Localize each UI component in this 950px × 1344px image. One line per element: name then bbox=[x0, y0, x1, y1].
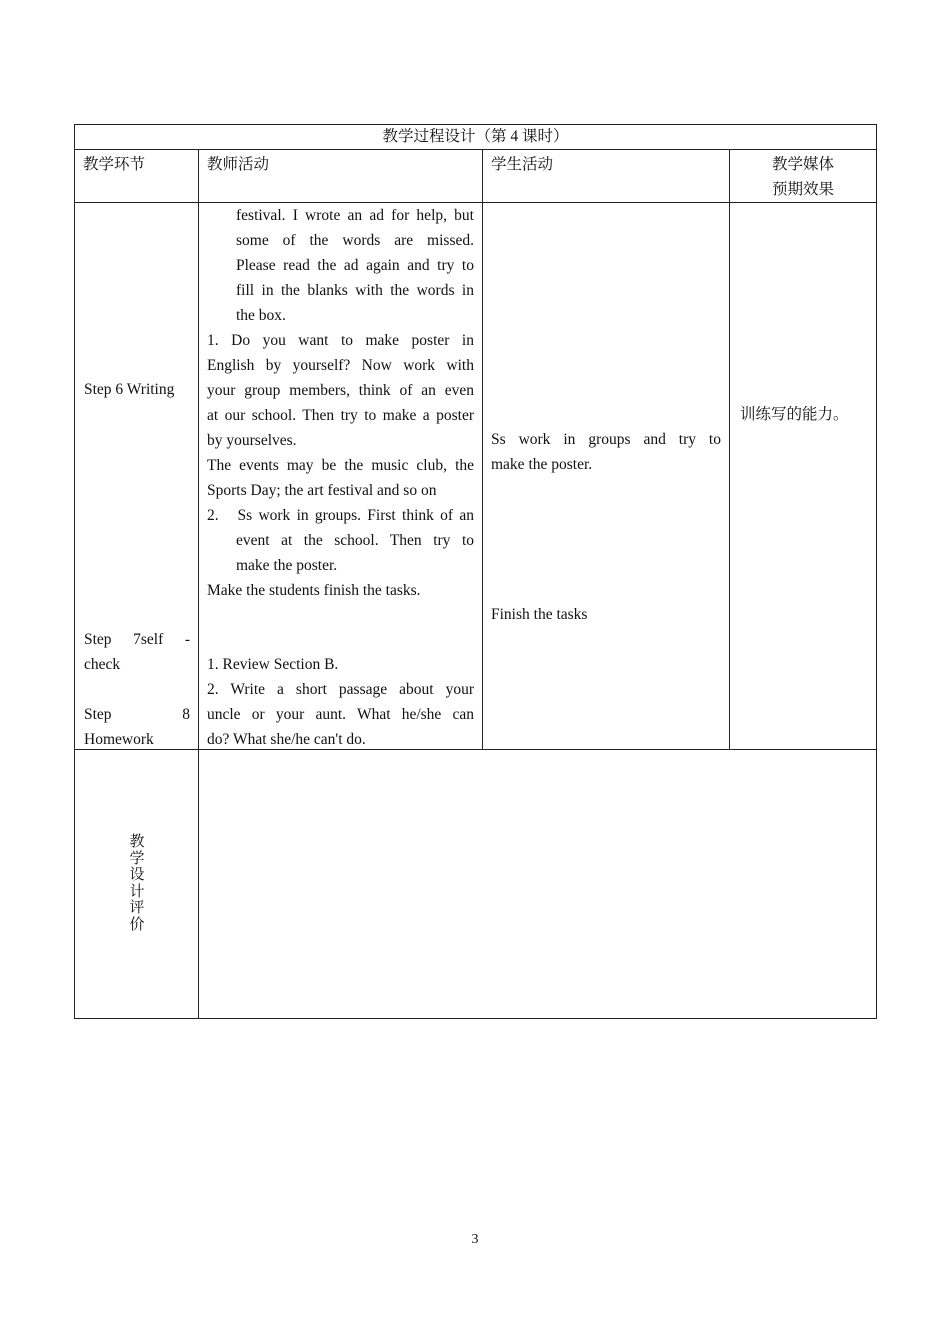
student-line: Ss work in groups and try to bbox=[491, 431, 721, 448]
teacher-line: your group members, think of an even bbox=[207, 382, 474, 399]
header-stage: 教学环节 bbox=[75, 150, 199, 203]
teacher-line: 1. Review Section B. bbox=[207, 656, 339, 673]
table-title: 教学过程设计（第 4 课时） bbox=[75, 125, 877, 150]
teacher-line: 2. Write a short passage about your bbox=[207, 681, 474, 698]
step8-label-b: Homework bbox=[84, 731, 154, 748]
media-cell bbox=[730, 203, 877, 750]
teacher-activity-cell bbox=[199, 203, 483, 750]
header-student-activity: 学生活动 bbox=[483, 150, 730, 203]
student-line: make the poster. bbox=[491, 456, 593, 473]
step8-label-a: Step 8 bbox=[84, 706, 190, 723]
header-media-line1: 教学媒体 bbox=[772, 156, 835, 173]
teacher-line: by yourselves. bbox=[207, 432, 297, 449]
student-line: Finish the tasks bbox=[491, 606, 588, 623]
step7-label-b: check bbox=[84, 656, 121, 673]
teacher-line: 1. Do you want to make poster in bbox=[207, 332, 474, 349]
stage-cell bbox=[75, 203, 199, 750]
teacher-line: Please read the ad again and try to bbox=[236, 257, 474, 274]
teacher-line: 2. Ss work in groups. First think of an bbox=[207, 507, 474, 524]
header-media-line2: 预期效果 bbox=[772, 181, 835, 198]
evaluation-content-cell bbox=[199, 750, 877, 1019]
teacher-line: Make the students finish the tasks. bbox=[207, 582, 421, 599]
teacher-line: festival. I wrote an ad for help, but bbox=[236, 207, 474, 224]
teacher-text-block bbox=[207, 203, 474, 603]
teacher-line: do? What she/he can't do. bbox=[207, 731, 366, 748]
teacher-line: the box. bbox=[236, 307, 286, 324]
lesson-plan-table bbox=[74, 124, 877, 1019]
teacher-homework-block bbox=[207, 652, 474, 752]
teacher-line: at our school. Then try to make a poster bbox=[207, 407, 474, 424]
page-number: 3 bbox=[471, 1232, 479, 1247]
teacher-line: English by yourself? Now work with bbox=[207, 357, 474, 374]
teacher-line: make the poster. bbox=[236, 557, 338, 574]
teacher-line: uncle or your aunt. What he/she can bbox=[207, 706, 474, 723]
step6-label: Step 6 Writing bbox=[84, 381, 175, 398]
teacher-line: fill in the blanks with the words in bbox=[236, 282, 474, 299]
teacher-line: Sports Day; the art festival and so on bbox=[207, 482, 437, 499]
teacher-line: some of the words are missed. bbox=[236, 232, 474, 249]
evaluation-label-cell bbox=[75, 750, 199, 1019]
student-activity-cell bbox=[483, 203, 730, 750]
evaluation-label: 教学设计评价 bbox=[129, 834, 145, 933]
step7-label-a: Step 7self - bbox=[84, 631, 190, 648]
media-text: 训练写的能力。 bbox=[740, 406, 849, 423]
teacher-line: event at the school. Then try to bbox=[236, 532, 474, 549]
header-media bbox=[730, 150, 877, 203]
teacher-line: The events may be the music club, the bbox=[207, 457, 474, 474]
header-teacher-activity: 教师活动 bbox=[199, 150, 483, 203]
